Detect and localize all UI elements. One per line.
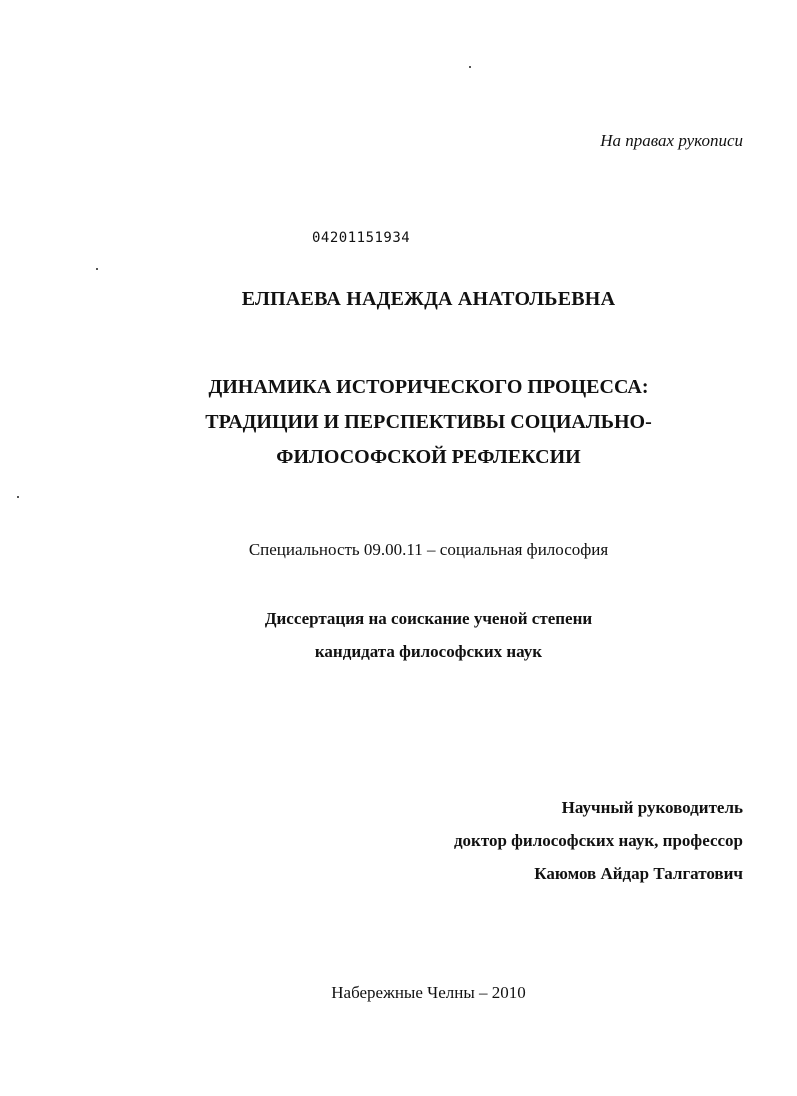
title-line: ФИЛОСОФСКОЙ РЕФЛЕКСИИ bbox=[276, 446, 581, 468]
document-number: 04201151934 bbox=[312, 230, 411, 246]
place-year: Набережные Челны – 2010 bbox=[331, 983, 526, 1002]
scan-speck bbox=[96, 268, 98, 270]
title-line: ТРАДИЦИИ И ПЕРСПЕКТИВЫ СОЦИАЛЬНО- bbox=[205, 411, 652, 433]
title-line: ДИНАМИКА ИСТОРИЧЕСКОГО ПРОЦЕССА: bbox=[208, 376, 649, 398]
scan-speck bbox=[469, 66, 471, 68]
supervisor-name: Каюмов Айдар Талгатович bbox=[534, 864, 743, 883]
supervisor-block bbox=[454, 791, 743, 890]
degree-line: Диссертация на соискание ученой степени bbox=[264, 609, 593, 628]
dissertation-title bbox=[0, 370, 797, 475]
manuscript-note: На правах рукописи bbox=[600, 131, 743, 150]
author-name: ЕЛПАЕВА НАДЕЖДА АНАТОЛЬЕВНА bbox=[241, 288, 616, 310]
degree-line: кандидата философских наук bbox=[314, 642, 543, 661]
supervisor-role: Научный руководитель bbox=[561, 798, 743, 817]
speciality: Специальность 09.00.11 – социальная философия bbox=[248, 540, 609, 559]
scan-speck bbox=[17, 496, 19, 498]
supervisor-credentials: доктор философских наук, профессор bbox=[453, 831, 743, 850]
degree-statement bbox=[0, 602, 797, 668]
